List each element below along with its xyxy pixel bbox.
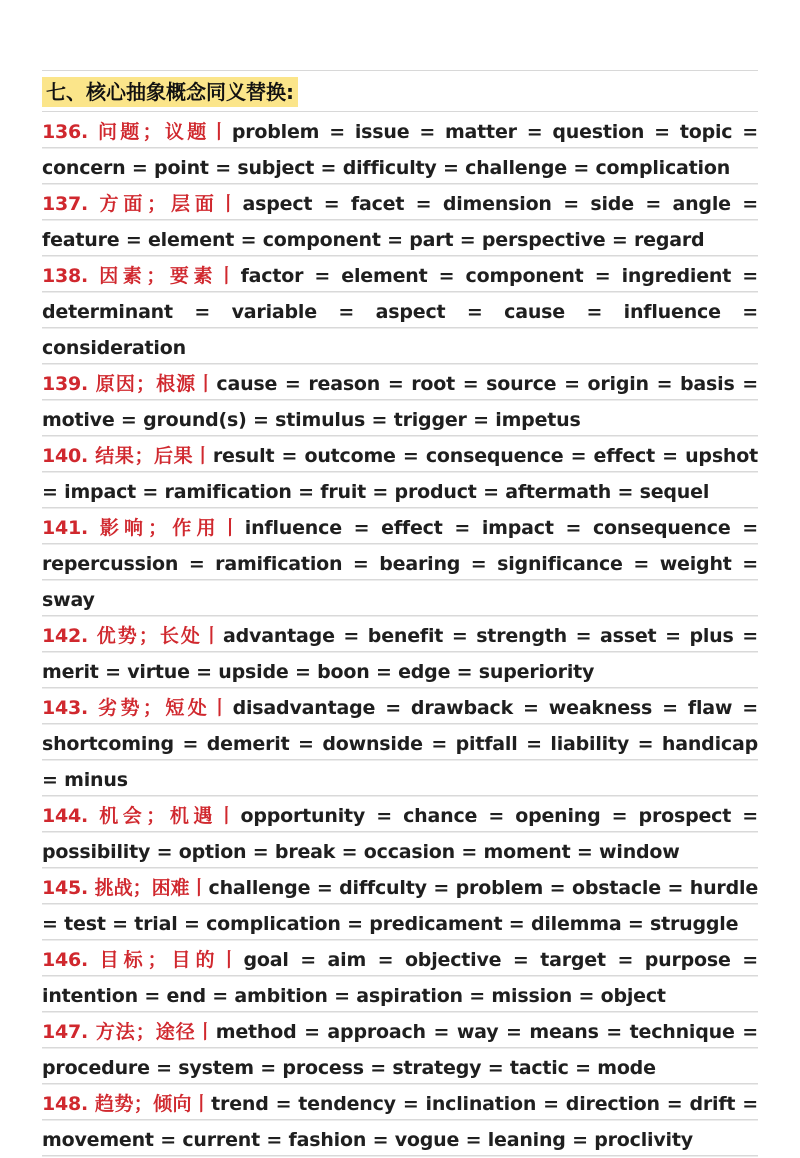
synonym-list bbox=[42, 114, 758, 1158]
entry-synonyms: trend = tendency = inclination = direction = drift = movement = current = fashion = vogue = leaning = proclivity bbox=[42, 1093, 758, 1151]
synonym-entry bbox=[42, 870, 758, 942]
top-divider bbox=[42, 70, 758, 71]
synonym-entry bbox=[42, 186, 758, 258]
entry-heading: 138. 因素；要素 bbox=[42, 265, 218, 287]
entry-synonyms: result = outcome = consequence = effect = upshot = impact = ramification = fruit = product = aftermath = sequel bbox=[42, 445, 758, 503]
synonym-entry bbox=[42, 366, 758, 438]
synonym-entry bbox=[42, 438, 758, 510]
entry-heading: 147. 方法；途径 bbox=[42, 1021, 196, 1043]
entry-synonyms: problem = issue = matter = question = topic = concern = point = subject = difficulty = challenge = complication bbox=[42, 121, 758, 179]
entry-heading: 137. 方面；层面 bbox=[42, 193, 219, 215]
entry-heading: 145. 挑战；困难 bbox=[42, 877, 190, 899]
entry-synonyms: opportunity = chance = opening = prospect = possibility = option = break = occasion = moment = window bbox=[42, 805, 758, 863]
entry-heading: 143. 劣势；短处 bbox=[42, 697, 211, 719]
synonym-entry bbox=[42, 1086, 758, 1158]
section-title: 七、核心抽象概念同义替换: bbox=[42, 77, 298, 107]
entry-separator: 丨 bbox=[191, 1093, 212, 1115]
entry-separator: 丨 bbox=[217, 265, 241, 287]
document-page bbox=[42, 70, 758, 1158]
synonym-entry bbox=[42, 798, 758, 870]
entry-synonyms: influence = effect = impact = consequence = repercussion = ramification = bearing = significance = weight = sway bbox=[42, 517, 758, 611]
entry-synonyms: method = approach = way = means = technique = procedure = system = process = strategy = tactic = mode bbox=[42, 1021, 758, 1079]
entry-synonyms: aspect = facet = dimension = side = angle = feature = element = component = part = perspective = regard bbox=[42, 193, 758, 251]
entry-heading: 146. 目标；目的 bbox=[42, 949, 220, 971]
entry-separator: 丨 bbox=[218, 193, 243, 215]
synonym-entry bbox=[42, 1014, 758, 1086]
entry-synonyms: goal = aim = objective = target = purpose = intention = end = ambition = aspiration = mission = object bbox=[42, 949, 758, 1007]
entry-separator: 丨 bbox=[193, 445, 213, 467]
entry-synonyms: cause = reason = root = source = origin = basis = motive = ground(s) = stimulus = trigger = impetus bbox=[42, 373, 758, 431]
entry-heading: 139. 原因；根源 bbox=[42, 373, 197, 395]
entry-synonyms: challenge = diffculty = problem = obstacle = hurdle = test = trial = complication = predicament = dilemma = struggle bbox=[42, 877, 759, 935]
entry-heading: 144. 机会；机遇 bbox=[42, 805, 217, 827]
synonym-entry bbox=[42, 690, 758, 798]
entry-heading: 148. 趋势；倾向 bbox=[42, 1093, 192, 1115]
entry-heading: 136. 问题；议题 bbox=[42, 121, 210, 143]
synonym-entry bbox=[42, 510, 758, 618]
entry-separator: 丨 bbox=[196, 373, 217, 395]
entry-heading: 140. 结果；后果 bbox=[42, 445, 194, 467]
entry-separator: 丨 bbox=[210, 697, 233, 719]
entry-synonyms: disadvantage = drawback = weakness = flaw = shortcoming = demerit = downside = pitfall = liability = handicap = minus bbox=[42, 697, 758, 791]
entry-heading: 141. 影响；作用 bbox=[42, 517, 221, 539]
synonym-entry bbox=[42, 942, 758, 1014]
synonym-entry bbox=[42, 618, 758, 690]
synonym-entry bbox=[42, 114, 758, 186]
entry-synonyms: factor = element = component = ingredient = determinant = variable = aspect = cause = influence = consideration bbox=[42, 265, 758, 359]
entry-separator: 丨 bbox=[220, 517, 245, 539]
synonym-entry bbox=[42, 258, 758, 366]
entry-synonyms: advantage = benefit = strength = asset = plus = merit = virtue = upside = boon = edge = superiority bbox=[42, 625, 758, 683]
entry-separator: 丨 bbox=[201, 625, 224, 647]
entry-separator: 丨 bbox=[209, 121, 232, 143]
entry-separator: 丨 bbox=[189, 877, 209, 899]
entry-separator: 丨 bbox=[195, 1021, 216, 1043]
entry-separator: 丨 bbox=[219, 949, 244, 971]
entry-separator: 丨 bbox=[216, 805, 241, 827]
title-divider bbox=[42, 111, 758, 112]
entry-heading: 142. 优势；长处 bbox=[42, 625, 202, 647]
